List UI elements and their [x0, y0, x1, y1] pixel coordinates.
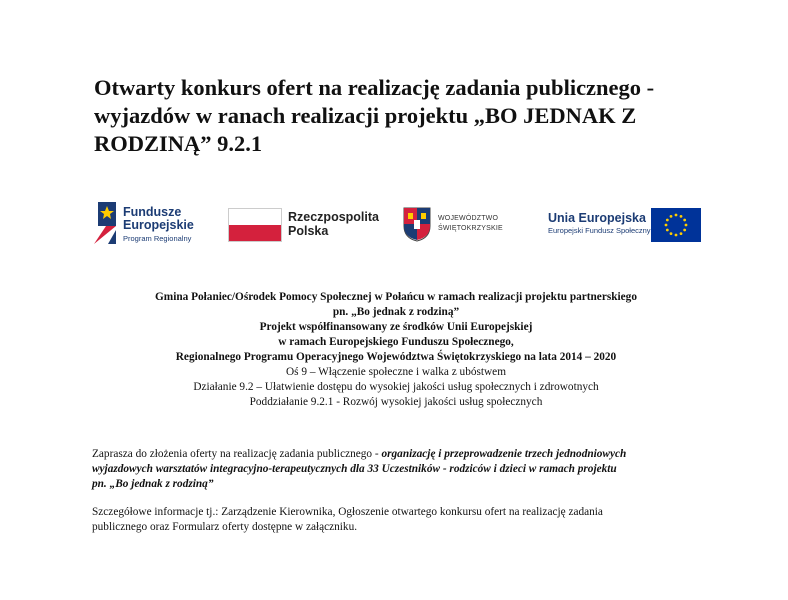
ue-line-2: Europejski Fundusz Społeczny — [548, 226, 651, 235]
pl-line-1: Rzeczpospolita — [288, 210, 379, 224]
fe-line-3: Program Regionalny — [123, 234, 192, 243]
title-line-1: Otwarty konkurs ofert na realizację zadania publicznego - — [94, 75, 655, 100]
eu-star-icon — [683, 229, 686, 232]
ue-line-1: Unia Europejska — [548, 211, 646, 225]
details-line-1: Szczegółowe informacje tj.: Zarządzenie Kierownika, Ogłoszenie otwartego konkursu ofert na realizację zadania — [92, 506, 603, 518]
info-line-3: Projekt współfinansowany ze środków Unii Europejskiej — [259, 321, 533, 333]
fundusze-europejskie-logo — [94, 198, 214, 248]
eu-star-icon — [670, 215, 673, 218]
eu-star-icon — [680, 215, 683, 218]
invitation-paragraph — [92, 447, 712, 492]
invitation-task-2: wyjazdowych warsztatów integracyjno-terapeutycznych dla 33 Uczestników - rodziców i dzieci w ramach projektu — [92, 463, 617, 475]
info-line-4: w ramach Europejskiego Funduszu Społecznego, — [278, 336, 514, 348]
logo-bar — [94, 198, 706, 248]
rzeczpospolita-polska-logo — [226, 198, 386, 248]
info-line-8: Poddziałanie 9.2.1 - Rozwój wysokiej jakości usług społecznych — [249, 396, 543, 408]
info-line-5: Regionalnego Programu Operacyjnego Województwa Świętokrzyskiego na lata 2014 – 2020 — [175, 351, 617, 363]
poland-flag-icon — [228, 208, 282, 242]
details-line-2: publicznego oraz Formularz oferty dostępne w załączniku. — [92, 521, 358, 533]
crest-icon — [402, 206, 432, 242]
page-title — [94, 74, 734, 158]
swietokrzyskie-logo — [400, 198, 520, 248]
invitation-task-3: pn. „Bo jednak z rodziną” — [92, 478, 214, 490]
fe-star-icon — [94, 200, 120, 244]
eu-star-icon — [670, 232, 673, 235]
eu-star-icon — [680, 232, 683, 235]
eu-star-icon — [665, 224, 668, 227]
info-line-1: Gmina Połaniec/Ośrodek Pomocy Społecznej w Połańcu w ramach realizacji projektu partnerskiego — [155, 291, 637, 303]
eu-star-icon — [666, 229, 669, 232]
fe-line-2: Europejskie — [123, 218, 194, 232]
sk-line-2: ŚWIĘTOKRZYSKIE — [438, 225, 503, 232]
eu-star-icon — [666, 219, 669, 222]
eu-flag-icon — [651, 208, 701, 242]
eu-star-icon — [683, 219, 686, 222]
eu-star-icon — [675, 234, 678, 237]
eu-star-icon — [685, 224, 688, 227]
fe-line-1: Fundusze — [123, 205, 182, 219]
details-paragraph — [92, 505, 712, 535]
unia-europejska-logo — [542, 198, 706, 248]
invitation-task-1: organizację i przeprowadzenie trzech jednodniowych — [381, 448, 627, 460]
info-line-2: pn. „Bo jednak z rodziną” — [332, 306, 460, 318]
info-line-7: Działanie 9.2 – Ułatwienie dostępu do wysokiej jakości usług społecznych i zdrowotnych — [193, 381, 599, 393]
title-line-2: wyjazdów w ranach realizacji projektu „BO JEDNAK Z — [94, 103, 637, 128]
eu-star-icon — [675, 214, 678, 217]
title-line-3: RODZINĄ” 9.2.1 — [94, 131, 263, 156]
invitation-lead: Zaprasza do złożenia oferty na realizację zadania publicznego - — [92, 448, 382, 460]
sk-line-1: WOJEWÓDZTWO — [438, 215, 499, 222]
info-line-6: Oś 9 – Włączenie społeczne i walka z ubóstwem — [285, 366, 506, 378]
pl-line-2: Polska — [288, 224, 329, 238]
project-info — [100, 290, 692, 410]
